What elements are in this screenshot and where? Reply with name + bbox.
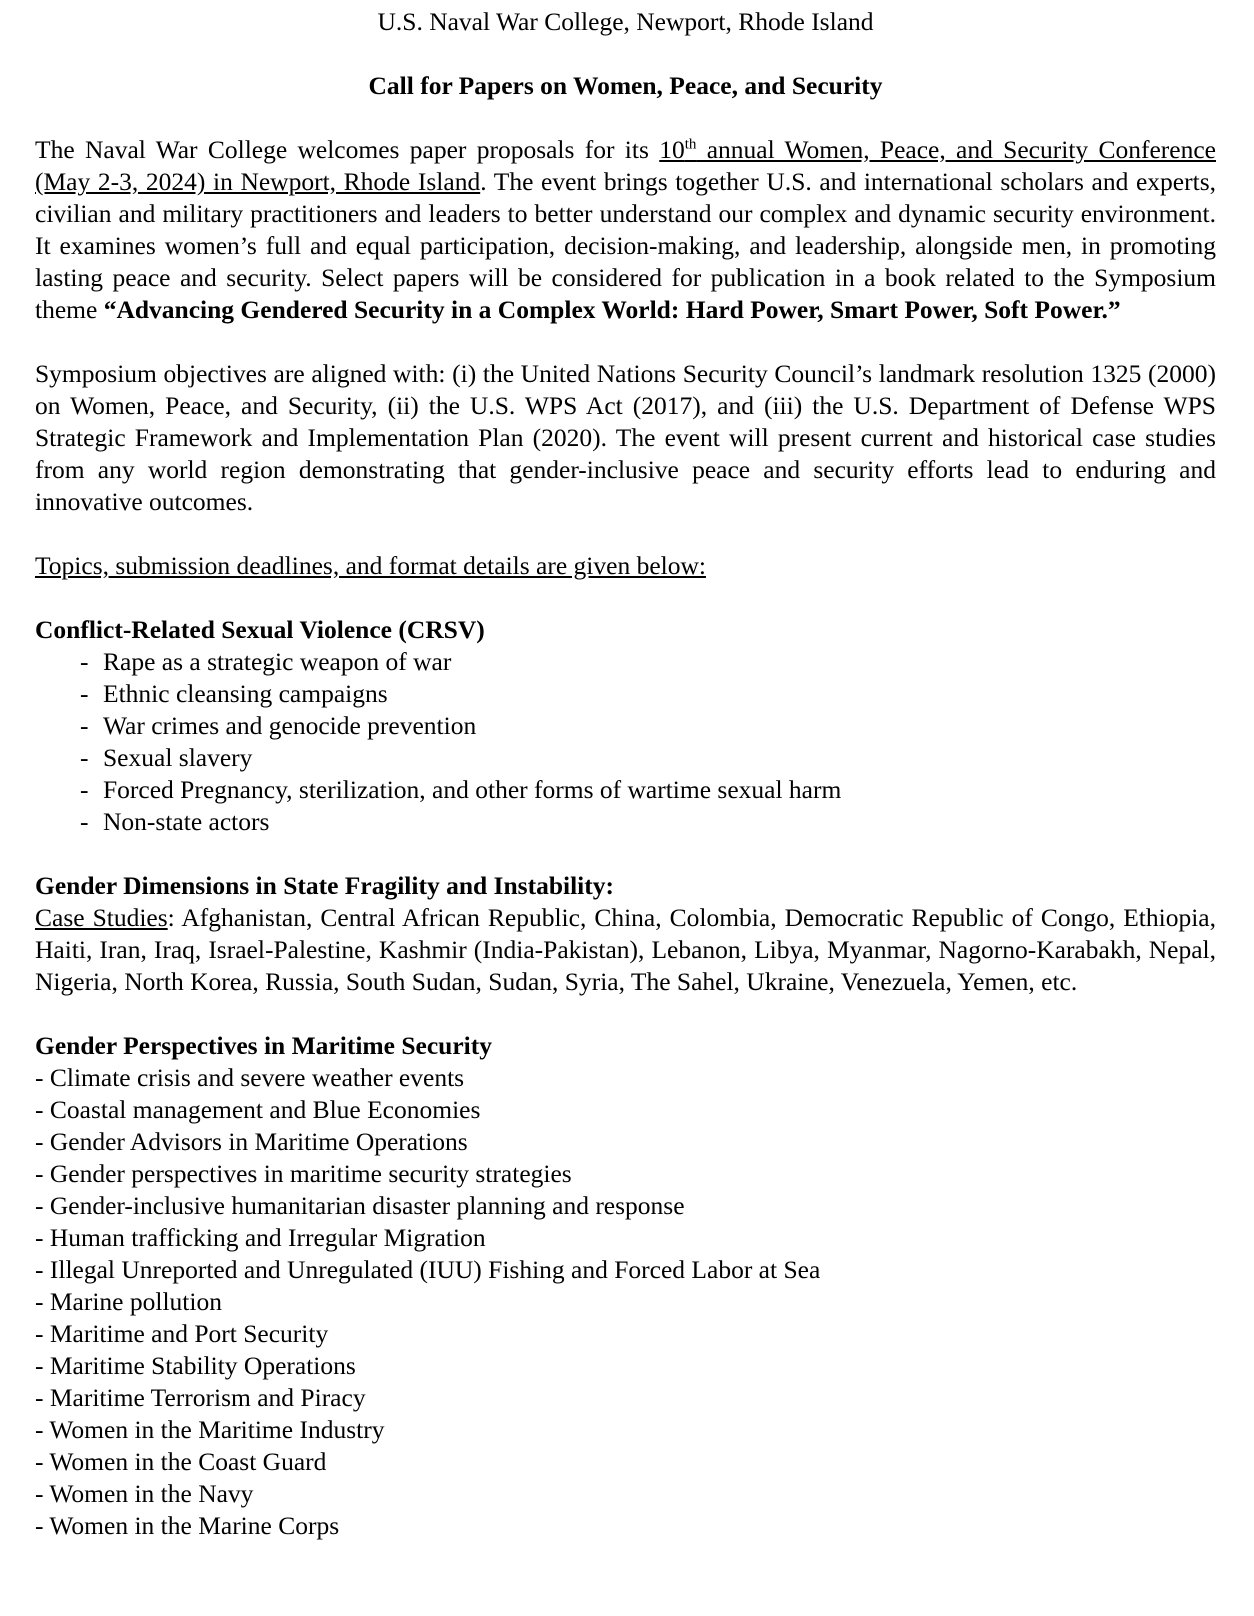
bullet-dash: - xyxy=(80,775,89,804)
topics-intro: Topics, submission deadlines, and format details are given below: xyxy=(35,551,706,580)
spacer xyxy=(35,582,1216,614)
crsv-list xyxy=(35,646,1216,838)
spacer xyxy=(35,326,1216,358)
case-studies-label: Case Studies xyxy=(35,903,168,932)
bullet-dash: - xyxy=(80,807,89,836)
list-item: - Women in the Coast Guard xyxy=(35,1447,327,1476)
objectives-paragraph: Symposium objectives are aligned with: (i) the United Nations Security Council’s landmark resolution 1325 (2000) on Women, Peace, and Security, (ii) the U.S. WPS Act (2017), and (iii) the U.S. Department of Defense WPS Strategic Framework and Implementation Plan (2020). The event will present current and historical case studies from any world region demonstrating that gender-inclusive peace and security efforts lead to enduring and innovative outcomes. xyxy=(35,359,1216,516)
list-item: - Climate crisis and severe weather events xyxy=(35,1063,465,1092)
list-item: - Ethnic cleansing campaigns xyxy=(80,679,388,708)
list-item: - Maritime Stability Operations xyxy=(35,1351,356,1380)
document-title: Call for Papers on Women, Peace, and Security xyxy=(368,71,883,100)
spacer xyxy=(35,998,1216,1030)
intro-body: . The event brings together U.S. and international scholars and experts, civilian and military practitioners and leaders to better understand our complex and dynamic security environment. It examines women’s full and equal participation, decision-making, and leadership, alongside men, in promoting lasting peace and security. Select papers will be considered for publication in a book related to the Symposium theme xyxy=(35,167,1216,324)
list-item: - Maritime Terrorism and Piracy xyxy=(35,1383,366,1412)
list-item: - Sexual slavery xyxy=(80,743,253,772)
maritime-list xyxy=(35,1062,1216,1542)
list-item: - Marine pollution xyxy=(35,1287,222,1316)
spacer xyxy=(35,838,1216,870)
conference-link-text: annual Women, Peace, and Security Conference (May 2-3, 2024) in Newport, Rhode Island xyxy=(35,135,1216,196)
spacer xyxy=(35,102,1216,134)
bullet-dash: - xyxy=(80,711,89,740)
list-item: - Non-state actors xyxy=(80,807,270,836)
list-item: - War crimes and genocide prevention xyxy=(80,711,477,740)
list-item: - Forced Pregnancy, sterilization, and other forms of wartime sexual harm xyxy=(80,775,842,804)
bullet-dash: - xyxy=(80,647,89,676)
list-item: - Maritime and Port Security xyxy=(35,1319,329,1348)
list-item: - Gender perspectives in maritime security strategies xyxy=(35,1159,572,1188)
list-item: - Women in the Marine Corps xyxy=(35,1511,340,1540)
spacer xyxy=(35,518,1216,550)
list-item: - Gender Advisors in Maritime Operations xyxy=(35,1127,468,1156)
institution-line: U.S. Naval War College, Newport, Rhode Island xyxy=(377,7,874,36)
bullet-dash: - xyxy=(80,743,89,772)
crsv-heading: Conflict-Related Sexual Violence (CRSV) xyxy=(35,615,485,644)
list-item: - Illegal Unreported and Unregulated (IUU) Fishing and Forced Labor at Sea xyxy=(35,1255,821,1284)
maritime-heading: Gender Perspectives in Maritime Security xyxy=(35,1031,492,1060)
list-item: - Coastal management and Blue Economies xyxy=(35,1095,481,1124)
fragility-heading: Gender Dimensions in State Fragility and Instability: xyxy=(35,871,614,900)
list-item: - Women in the Navy xyxy=(35,1479,254,1508)
list-item: - Women in the Maritime Industry xyxy=(35,1415,385,1444)
intro-lead: The Naval War College welcomes paper proposals for its xyxy=(35,135,660,164)
symposium-theme: “Advancing Gendered Security in a Complex World: Hard Power, Smart Power, Soft Power.” xyxy=(103,295,1121,324)
conference-ordinal: th xyxy=(684,136,697,153)
conference-number: 10 xyxy=(659,135,685,164)
bullet-dash: - xyxy=(80,679,89,708)
list-item: - Human trafficking and Irregular Migration xyxy=(35,1223,486,1252)
list-item: - Rape as a strategic weapon of war xyxy=(80,647,452,676)
case-studies-text: : Afghanistan, Central African Republic, China, Colombia, Democratic Republic of Congo, Ethiopia, Haiti, Iran, Iraq, Israel-Palestine, Kashmir (India-Pakistan), Lebanon, Libya, Myanmar, Nagorno-Karabakh, Nepal, Nigeria, North Korea, Russia, South Sudan, Sudan, Syria, The Sahel, Ukraine, Venezuela, Yemen, etc. xyxy=(35,903,1216,996)
case-studies-paragraph xyxy=(35,902,1216,998)
intro-paragraph xyxy=(35,134,1216,326)
list-item: - Gender-inclusive humanitarian disaster planning and response xyxy=(35,1191,685,1220)
